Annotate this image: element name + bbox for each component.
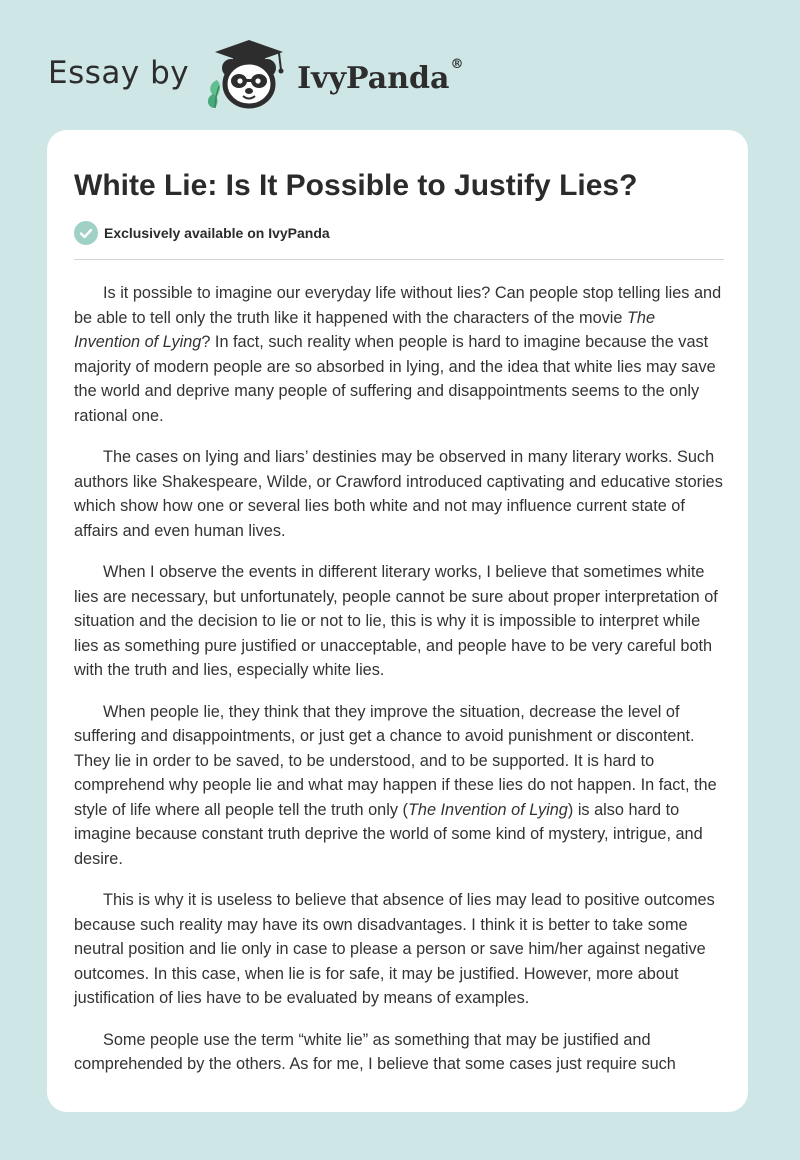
paragraph-text: Is it possible to imagine our everyday life without lies? Can people stop telling lies and be able to tell only the truth like it happened with the characters of the movie [74, 284, 722, 327]
site-header [48, 36, 463, 110]
paragraph-text: ? In fact, such reality when people is hard to imagine because the vast majority of modern people are so absorbed in lying, and the idea that white lies may save the world and deprive many people of suffering and disappointments seems to the only rational one. [74, 333, 716, 425]
essay-paragraph [74, 700, 724, 872]
essay-paragraph [74, 445, 724, 543]
italic-title: The Invention of Lying [74, 308, 656, 351]
paragraph-text: ) is also hard to imagine because constant truth deprive the world of some kind of mystery, intrigue, and desire. [74, 800, 703, 868]
check-circle-icon [74, 221, 98, 245]
panda-graduate-logo-icon[interactable] [203, 36, 293, 110]
exclusive-badge [74, 221, 724, 245]
paragraph-text: This is why it is useless to believe that absence of lies may lead to positive outcomes because such reality may have its own disadvantages. I think it is better to take some neutral position and lie only in case to please a person or save him/her against negative outcomes. In this case, when lie is for safe, it may be justified. However, more about justification of lies have to be evaluated by means of examples. [74, 891, 715, 1007]
essay-paragraph [74, 560, 724, 683]
paragraph-text: When people lie, they think that they improve the situation, decrease the level of suffering and disappointments, or just get a chance to avoid punishment or discontent. They lie in order to be saved, to be understood, and to be supported. It is hard to comprehend why people lie and what may happen if these lies do not happen. In fact, the style of life where all people tell the truth only ( [74, 702, 717, 819]
essay-by-label: Essay by [48, 55, 190, 91]
essay-card [47, 130, 748, 1112]
badge-label: Exclusively available on IvyPanda [104, 225, 330, 241]
paragraph-text: When I observe the events in different literary works, I believe that sometimes white lies are necessary, but unfortunately, people cannot be sure about proper interpretation of situation and the decision to lie or not to lie, this is why it is impossible to interpret while lies as something pure justified or unacceptable, and people have to be very careful both with the truth and lies, especially white lies. [74, 563, 718, 679]
essay-paragraph [74, 888, 724, 1011]
registered-mark: ® [450, 56, 464, 72]
paragraph-text: Some people use the term “white lie” as something that may be justified and comprehended by the others. As for me, I believe that some cases just require such [74, 1030, 676, 1073]
essay-body [74, 281, 724, 1077]
paragraph-text: The cases on lying and liars’ destinies may be observed in many literary works. Such authors like Shakespeare, Wilde, or Crawford introduced captivating and educative stories which show how one or several lies both white and not may influence current state of affairs and even human lives. [74, 448, 723, 540]
italic-title: The Invention of Lying [407, 800, 568, 819]
brand-name[interactable]: IvyPanda® [297, 56, 464, 96]
essay-paragraph [74, 281, 724, 428]
title-divider [74, 259, 724, 260]
page-title: White Lie: Is It Possible to Justify Lies? [74, 169, 638, 202]
essay-paragraph [74, 1028, 724, 1077]
